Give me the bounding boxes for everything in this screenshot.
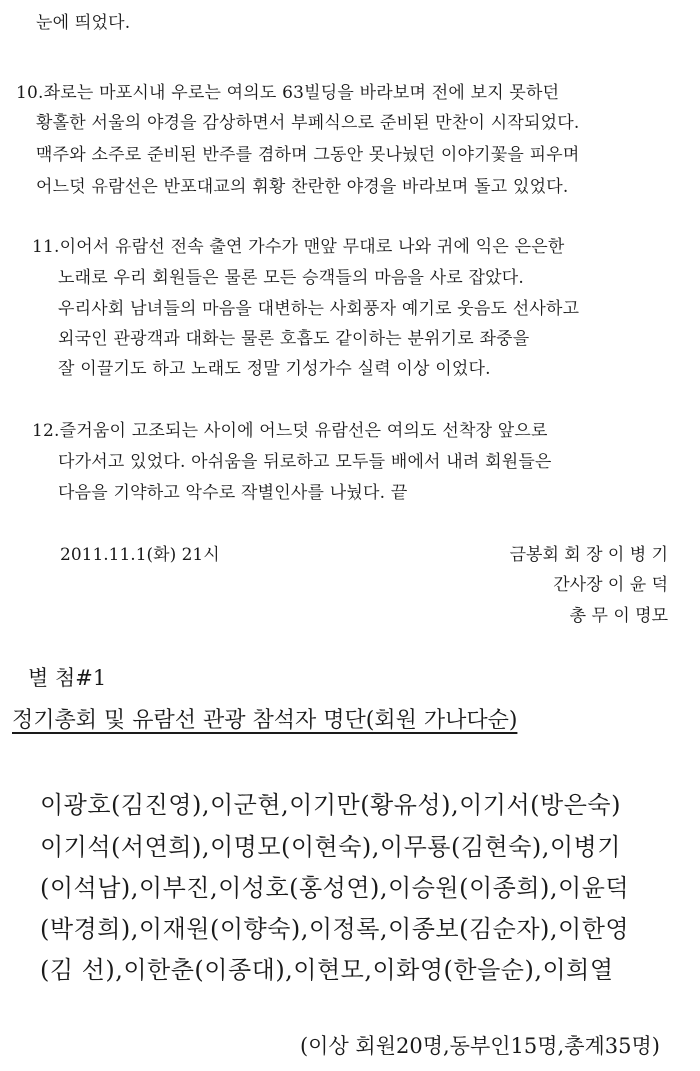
signature-chairman: 금봉회 회 장 이 병 기 [509,545,668,565]
signature-secretary: 간사장 이 윤 덕 [553,575,668,595]
section-text: 즐거움이 고조되는 사이에 어느덧 유람선은 여의도 선착장 앞으로 [59,421,548,441]
section-11-line-2: 노래로 우리 회원들은 물론 모든 승객들의 마음을 사로 잡았다. [58,268,524,288]
section-number: 10. [16,83,44,103]
section-10-line-2: 황홀한 서울의 야경을 감상하면서 부페식으로 준비된 만찬이 시작되었다. [36,113,580,133]
section-10-line-3: 맥주와 소주로 준비된 반주를 겸하며 그동안 못나눴던 이야기꽃을 피우며 [36,145,580,165]
attachment-title: 정기총회 및 유람선 관광 참석자 명단(회원 가나다순) [12,708,518,733]
section-11-line-3: 우리사회 남녀들의 마음을 대변하는 사회풍자 예기로 웃음도 선사하고 [58,299,580,319]
attendee-line: 이광호(김진영),이군현,이기만(황유성),이기서(방은숙) [40,791,621,819]
section-text: 좌로는 마포시내 우로는 여의도 63빌딩을 바라보며 전에 보지 못하던 [43,83,560,103]
report-date: 2011.11.1(화) 21시 [60,545,220,565]
section-10-line-1 [16,78,559,103]
attendee-line: (이석남),이부진,이성호(홍성연),이승원(이종희),이윤덕 [40,874,630,902]
attendee-line: 이기석(서연희),이명모(이현숙),이무룡(김현숙),이병기 [40,833,621,861]
section-10-line-4: 어느덧 유람선은 반포대교의 휘황 찬란한 야경을 바라보며 돌고 있었다. [36,177,569,197]
signature-treasurer: 총 무 이 명모 [569,606,668,626]
section-number: 11. [32,237,60,257]
section-12-line-2: 다가서고 있었다. 아쉬움을 뒤로하고 모두들 배에서 내려 회원들은 [58,452,552,472]
section-12-line-3: 다음을 기약하고 악수로 작별인사를 나눴다. 끝 [58,483,408,503]
attachment-label: 별 첨#1 [28,666,107,690]
attendee-line: (박경희),이재원(이향숙),이정록,이종보(김순자),이한영 [40,915,630,943]
section-text: 이어서 유람선 전속 출연 가수가 맨앞 무대로 나와 귀에 익은 은은한 [59,237,565,257]
section-number: 12. [32,421,60,441]
section-11-line-5: 잘 이끌기도 하고 노래도 정말 기성가수 실력 이상 이었다. [58,359,491,379]
intro-tail-text: 눈에 띄었다. [36,13,131,33]
section-12-line-1 [32,416,548,441]
section-11-line-4: 외국인 관광객과 대화는 물론 호흡도 같이하는 분위기로 좌중을 [58,329,530,349]
attendee-line: (김 선),이한춘(이종대),이현모,이화영(한을순),이희열 [40,956,614,984]
attendee-summary: (이상 회원20명,동부인15명,총계35명) [299,1034,660,1058]
section-11-line-1 [32,232,564,257]
